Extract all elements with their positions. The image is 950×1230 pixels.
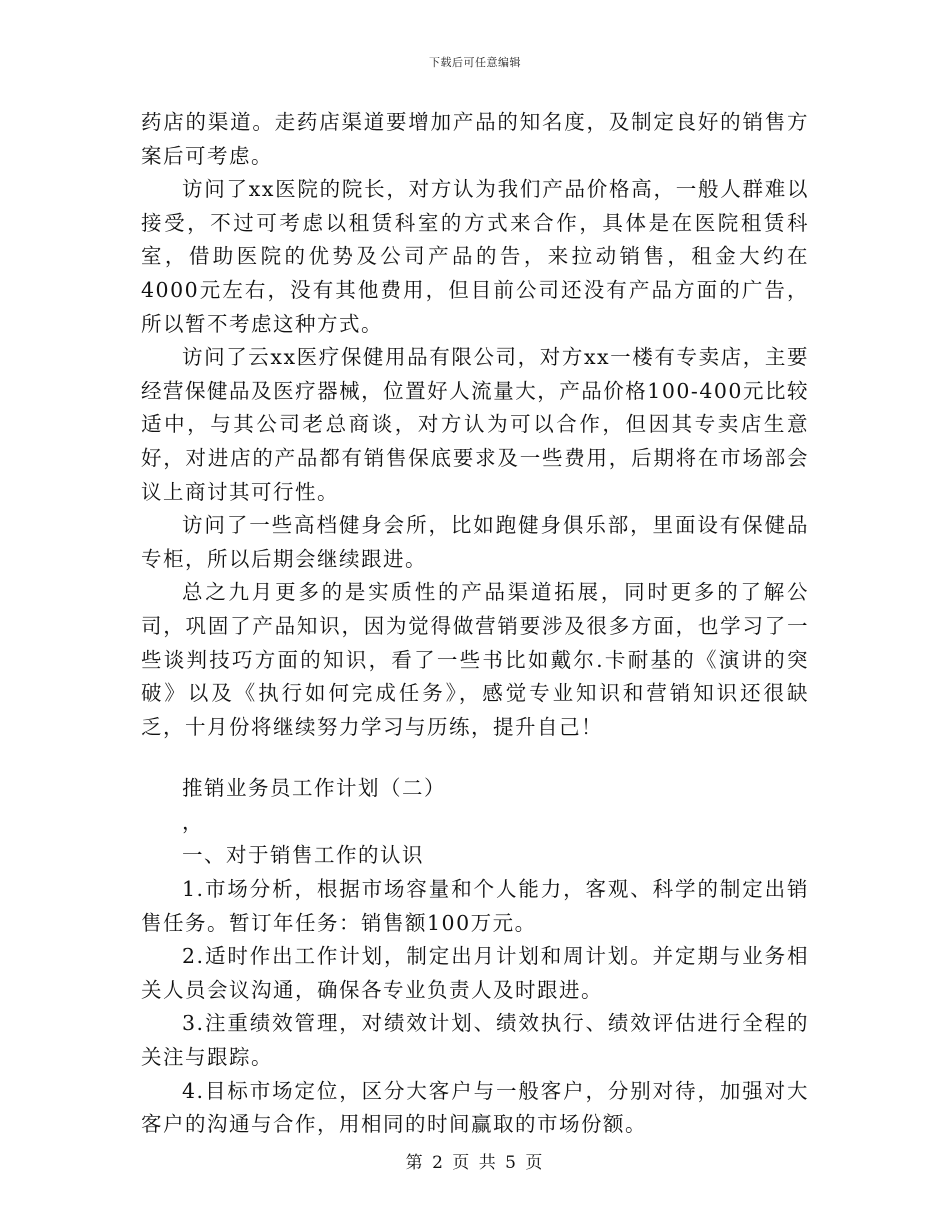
page-number: 第 2 页 共 5 页	[405, 1153, 545, 1173]
list-item: 3.注重绩效管理，对绩效计划、绩效执行、绩效评估进行全程的关注与跟踪。	[141, 1011, 809, 1070]
paragraph: 访问了云xx医疗保健用品有限公司，对方xx一楼有专卖店，主要经营保健品及医疗器械，位置好人流量大，产品价格100-400元比较适中，与其公司老总商谈，对方认为可以合作，但因其专卖店生意好，对进店的产品都有销售保底要求及一些费用，后期将在市场部会议上商讨其可行性。	[141, 345, 809, 504]
list-item: 2.适时作出工作计划，制定出月计划和周计划。并定期与业务相关人员会议沟通，确保各专业负责人及时跟进。	[141, 944, 809, 1002]
sub-title: 一、对于销售工作的认识	[182, 843, 424, 868]
paragraph-gap	[141, 744, 809, 772]
section-title: 推销业务员工作计划（二）	[182, 776, 446, 801]
list-item: 1.市场分析，根据市场容量和个人能力，客观、科学的制定出销售任务。暂订年任务：销售额100万元。	[141, 877, 809, 935]
list-item: 4.目标市场定位，区分大客户与一般客户，分别对待，加强对大客户的沟通与合作，用相同的时间赢取的市场份额。	[141, 1078, 809, 1137]
paragraph: 药店的渠道。走药店渠道要增加产品的知名度，及制定良好的销售方案后可考虑。	[141, 110, 809, 168]
paragraph: 访问了xx医院的院长，对方认为我们产品价格高，一般人群难以接受，不过可考虑以租赁科室的方式来合作，具体是在医院租赁科室，借助医院的优势及公司产品的告，来拉动销售，租金大约在4000元左右，没有其他费用，但目前公司还没有产品方面的广告，所以暂不考虑这种方式。	[141, 177, 809, 336]
header-note: 下载后可任意编辑	[429, 56, 521, 69]
document-body	[141, 106, 809, 1142]
comma-line: ，	[182, 809, 204, 834]
paragraph: 总之九月更多的是实质性的产品渠道拓展，同时更多的了解公司，巩固了产品知识，因为觉得做营销要涉及很多方面，也学习了一些谈判技巧方面的知识，看了一些书比如戴尔.卡耐基的《演讲的突破》以及《执行如何完成任务》，感觉专业知识和营销知识还很缺乏，十月份将继续努力学习与历练，提升自己！	[141, 580, 809, 739]
paragraph: 访问了一些高档健身会所，比如跑健身俱乐部，里面设有保健品专柜，所以后期会继续跟进。	[141, 513, 809, 571]
